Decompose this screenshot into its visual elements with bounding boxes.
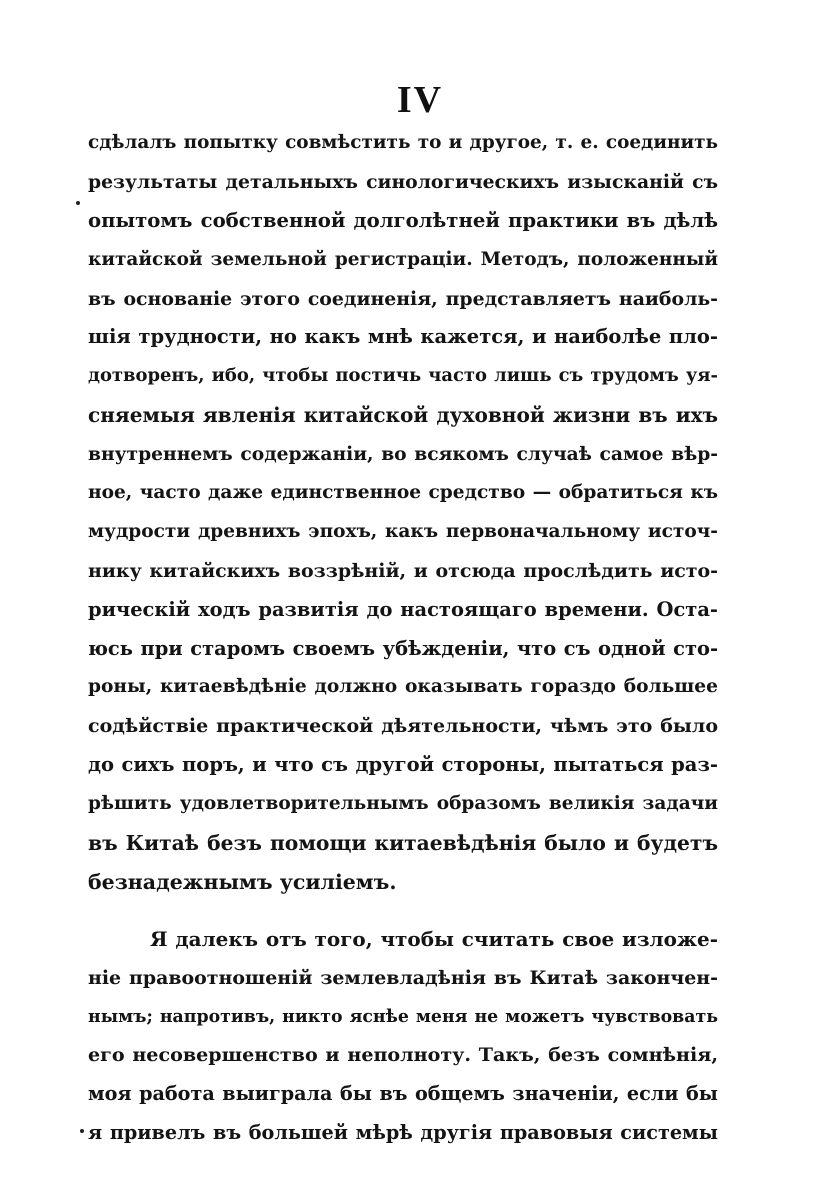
text-line: нику китайскихъ воззрѣній, и отсюда прослѣдить исто- <box>88 559 718 582</box>
text-line: ніе правоотношеній землевладѣнія въ Китаѣ закончен- <box>88 966 718 989</box>
text-line: Я далекъ отъ того, чтобы считать свое изложе- <box>150 926 718 951</box>
text-line: результаты детальныхъ синологическихъ изысканій съ <box>88 170 718 193</box>
text-line: сдѣлалъ попытку совмѣстить то и другое, т. е. соединить <box>88 132 718 153</box>
text-line: мудрости древнихъ эпохъ, какъ первоначальному источ- <box>88 520 718 542</box>
paragraph-2 <box>88 920 718 1153</box>
text-line: безнадежнымъ усиліемъ. <box>88 869 397 894</box>
margin-speck-bottom <box>80 1129 84 1133</box>
text-line: шія трудности, но какъ мнѣ кажется, и наиболѣе пло- <box>88 325 718 349</box>
text-line: въ основаніе этого соединенія, представляетъ наиболь- <box>88 287 718 310</box>
paragraph-1 <box>88 124 718 902</box>
text-line: роны, китаевѣдѣніе должно оказывать гораздо большее <box>88 676 718 698</box>
page-number: IV <box>396 79 444 121</box>
text-line: дотворенъ, ибо, чтобы постичь часто лишь съ трудомъ уя- <box>88 365 718 387</box>
text-line: юсь при старомъ своемъ убѣжденіи, что съ одной сто- <box>88 636 718 660</box>
text-line: въ Китаѣ безъ помощи китаевѣдѣнія было и будетъ <box>88 831 718 856</box>
margin-speck-top <box>76 201 80 205</box>
text-line: внутреннемъ содержаніи, во всякомъ случаѣ самое вѣр- <box>88 443 718 466</box>
text-line: нымъ; напротивъ, никто яснѣе меня не можетъ чувствовать <box>88 1006 718 1027</box>
text-line: до сихъ поръ, и что съ другой стороны, пытаться раз- <box>88 753 718 777</box>
text-line: рѣшить удовлетворительнымъ образомъ великія задачи <box>88 793 718 815</box>
text-line: сняемыя явленія китайской духовной жизни въ ихъ <box>88 403 718 428</box>
body-text <box>88 124 718 1153</box>
text-line: я привелъ въ большей мѣрѣ другія правовыя системы <box>88 1121 718 1145</box>
text-line: ное, часто даже единственное средство — обратиться къ <box>88 482 718 504</box>
text-line: китайской земельной регистраціи. Методъ, положенный <box>88 248 718 270</box>
text-line: рическій ходъ развитія до настоящаго времени. Оста- <box>88 597 718 621</box>
text-line: его несовершенство и неполноту. Такъ, безъ сомнѣнія, <box>88 1043 718 1067</box>
paragraph-gap <box>88 902 718 920</box>
text-line: опытомъ собственной долголѣтней практики въ дѣлѣ <box>88 208 718 232</box>
text-line: моя работа выиграла бы въ общемъ значеніи, если бы <box>88 1082 718 1106</box>
text-line: содѣйствіе практической дѣятельности, чѣмъ это было <box>88 715 718 738</box>
